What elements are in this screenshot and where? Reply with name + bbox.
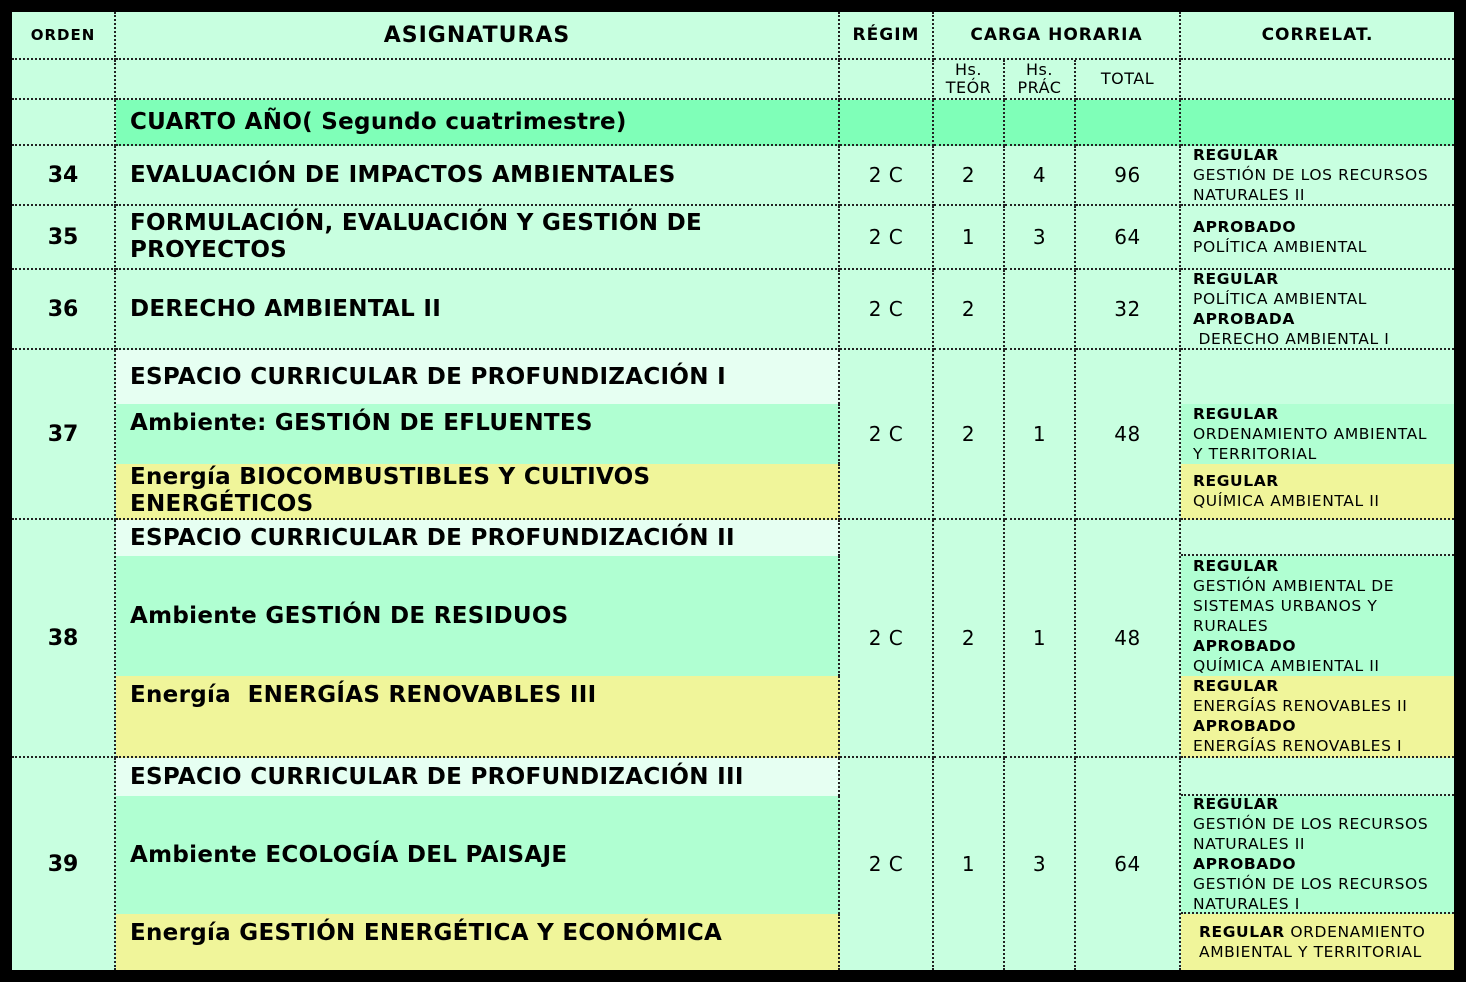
subheader-empty	[1181, 60, 1454, 100]
correl-subject: DERECHO AMBIENTAL I	[1193, 330, 1390, 348]
correl-subject: GESTIÓN DE LOS RECURSOS	[1193, 815, 1429, 833]
header-hs-teor	[934, 60, 1005, 100]
row-35-correlat	[1181, 206, 1454, 270]
row-35-subject	[116, 206, 840, 270]
row-37-regim: 2 C	[840, 350, 934, 520]
header-asignaturas: ASIGNATURAS	[116, 12, 840, 60]
row-38-energia: Energía ENERGÍAS RENOVABLES III	[116, 676, 840, 758]
hs-teor-line1: Hs.	[955, 60, 982, 79]
section-fill	[1181, 100, 1454, 146]
correl-status: REGULAR	[1193, 270, 1279, 288]
row-39-regim: 2 C	[840, 758, 934, 970]
row-36-subject: DERECHO AMBIENTAL II	[116, 270, 840, 350]
correl-subject: NATURALES I	[1193, 895, 1300, 913]
row-36-orden: 36	[12, 270, 116, 350]
row-37-ambiente-correlat	[1181, 404, 1454, 464]
correl-subject: ORDENAMIENTO AMBIENTAL	[1193, 425, 1428, 443]
row-36-teor: 2	[934, 270, 1005, 350]
row-39-ambiente-correlat	[1181, 796, 1454, 914]
correl-status: APROBADO	[1193, 637, 1297, 655]
row-37-espacio: ESPACIO CURRICULAR DE PROFUNDIZACIÓN I	[116, 350, 840, 404]
row-39-orden: 39	[12, 758, 116, 970]
correl-status: REGULAR	[1193, 146, 1279, 164]
row-34-prac: 4	[1005, 146, 1076, 206]
correl-status: REGULAR	[1193, 472, 1279, 490]
curriculum-table	[12, 12, 1454, 970]
row-37-energia-correlat	[1181, 464, 1454, 520]
subject-line: ENERGÉTICOS	[130, 491, 314, 517]
row-37-correlat-empty	[1181, 350, 1454, 404]
row-38-teor: 2	[934, 520, 1005, 758]
correl-status: REGULAR	[1193, 405, 1279, 423]
correl-subject: ENERGÍAS RENOVABLES II	[1193, 697, 1408, 715]
header-correlat: CORRELAT.	[1181, 12, 1454, 60]
row-34-regim: 2 C	[840, 146, 934, 206]
correl-subject: SISTEMAS URBANOS Y	[1193, 597, 1378, 615]
row-38-energia-correlat	[1181, 676, 1454, 758]
row-37-prac: 1	[1005, 350, 1076, 520]
row-38-orden: 38	[12, 520, 116, 758]
correl-subject: GESTIÓN DE LOS RECURSOS	[1193, 875, 1429, 893]
row-34-teor: 2	[934, 146, 1005, 206]
correl-status: REGULAR	[1193, 677, 1279, 695]
row-37-teor: 2	[934, 350, 1005, 520]
subheader-empty	[12, 60, 116, 100]
correl-subject: QUÍMICA AMBIENTAL II	[1193, 492, 1380, 510]
row-34-subject: EVALUACIÓN DE IMPACTOS AMBIENTALES	[116, 146, 840, 206]
row-35-orden: 35	[12, 206, 116, 270]
row-34-correlat	[1181, 146, 1454, 206]
section-title: CUARTO AÑO( Segundo cuatrimestre)	[116, 100, 840, 146]
row-39-espacio: ESPACIO CURRICULAR DE PROFUNDIZACIÓN III	[116, 758, 840, 796]
row-37-total: 48	[1076, 350, 1181, 520]
subheader-empty	[116, 60, 840, 100]
row-39-teor: 1	[934, 758, 1005, 970]
row-34-orden: 34	[12, 146, 116, 206]
header-orden: ORDEN	[12, 12, 116, 60]
correl-subject: ENERGÍAS RENOVABLES I	[1193, 737, 1403, 755]
section-orden-empty	[12, 100, 116, 146]
correl-subject: Y TERRITORIAL	[1193, 445, 1317, 463]
correl-status: REGULAR	[1199, 923, 1285, 941]
row-38-ambiente: Ambiente GESTIÓN DE RESIDUOS	[116, 556, 840, 676]
row-39-energia-correlat	[1181, 914, 1454, 970]
subheader-empty	[840, 60, 934, 100]
correl-subject: AMBIENTAL Y TERRITORIAL	[1199, 943, 1422, 961]
row-35-regim: 2 C	[840, 206, 934, 270]
hs-teor-line2: TEÓR	[945, 78, 992, 97]
row-35-prac: 3	[1005, 206, 1076, 270]
correl-status: APROBADA	[1193, 310, 1295, 328]
section-fill	[1076, 100, 1181, 146]
row-35-teor: 1	[934, 206, 1005, 270]
row-38-correlat-empty	[1181, 520, 1454, 556]
correl-subject: NATURALES II	[1193, 835, 1306, 853]
correl-status: APROBADO	[1193, 218, 1297, 236]
row-39-correlat-empty	[1181, 758, 1454, 796]
section-fill	[1005, 100, 1076, 146]
correl-subject: RURALES	[1193, 617, 1269, 635]
correl-status: REGULAR	[1193, 796, 1279, 813]
row-39-energia: Energía GESTIÓN ENERGÉTICA Y ECONÓMICA	[116, 914, 840, 970]
row-39-total: 64	[1076, 758, 1181, 970]
correl-subject: QUÍMICA AMBIENTAL II	[1193, 657, 1380, 675]
section-fill	[934, 100, 1005, 146]
row-38-espacio: ESPACIO CURRICULAR DE PROFUNDIZACIÓN II	[116, 520, 840, 556]
correl-status: REGULAR	[1193, 557, 1279, 575]
subject-line: FORMULACIÓN, EVALUACIÓN Y GESTIÓN DE	[130, 210, 703, 236]
row-37-ambiente: Ambiente: GESTIÓN DE EFLUENTES	[116, 404, 840, 464]
correl-line	[1199, 922, 1448, 942]
row-34-total: 96	[1076, 146, 1181, 206]
section-fill	[840, 100, 934, 146]
correl-status: APROBADO	[1193, 717, 1297, 735]
hs-prac-line1: Hs.	[1026, 60, 1053, 79]
row-36-regim: 2 C	[840, 270, 934, 350]
correl-status: APROBADO	[1193, 855, 1297, 873]
row-37-orden: 37	[12, 350, 116, 520]
header-hs-prac	[1005, 60, 1076, 100]
row-37-energia	[116, 464, 840, 520]
subject-line: Energía BIOCOMBUSTIBLES Y CULTIVOS	[130, 464, 651, 490]
row-36-prac	[1005, 270, 1076, 350]
hs-prac-line2: PRÁC	[1017, 78, 1062, 97]
header-carga-horaria: CARGA HORARIA	[934, 12, 1181, 60]
row-38-prac: 1	[1005, 520, 1076, 758]
row-38-ambiente-correlat	[1181, 556, 1454, 676]
row-36-total: 32	[1076, 270, 1181, 350]
row-38-total: 48	[1076, 520, 1181, 758]
correl-subject: NATURALES II	[1193, 186, 1306, 204]
row-39-prac: 3	[1005, 758, 1076, 970]
header-regim: RÉGIM	[840, 12, 934, 60]
correl-subject: ORDENAMIENTO	[1284, 923, 1426, 941]
correl-subject: GESTIÓN DE LOS RECURSOS	[1193, 166, 1429, 184]
row-38-regim: 2 C	[840, 520, 934, 758]
correl-subject: GESTIÓN AMBIENTAL DE	[1193, 577, 1395, 595]
row-39-ambiente: Ambiente ECOLOGÍA DEL PAISAJE	[116, 796, 840, 914]
row-36-correlat	[1181, 270, 1454, 350]
subject-line: PROYECTOS	[130, 237, 288, 263]
correl-subject: POLÍTICA AMBIENTAL	[1193, 290, 1368, 308]
header-total: TOTAL	[1076, 60, 1181, 100]
correl-subject: POLÍTICA AMBIENTAL	[1193, 238, 1368, 256]
row-35-total: 64	[1076, 206, 1181, 270]
